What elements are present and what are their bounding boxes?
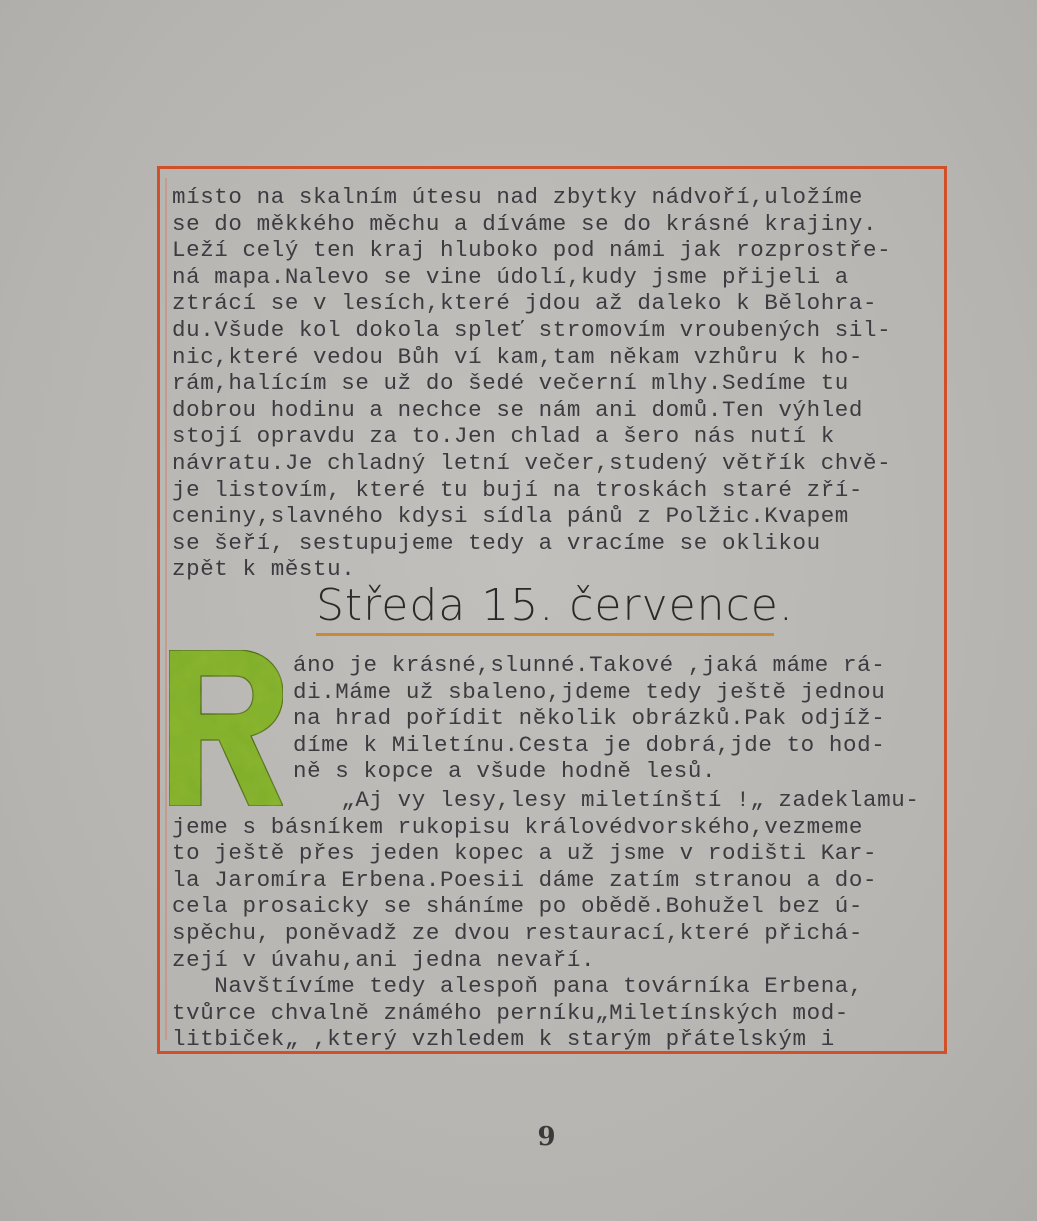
paragraph-drop-cap (293, 652, 885, 785)
text-line: místo na skalním útesu nad zbytky nádvoří,uložíme (172, 184, 864, 210)
text-line: to ještě přes jeden kopec a už jsme v rodišti Kar- (172, 840, 878, 867)
text-line: díme k Miletínu.Cesta je dobrá,jde to hod- (293, 731, 886, 758)
text-line: zejí v úvahu,ani jedna nevaří. (172, 946, 596, 973)
text-line: rám,halícím se už do šedé večerní mlhy.Sedíme tu (172, 370, 849, 397)
text-line: Navštívíme tedy alespoň pana továrníka Erbena, (172, 973, 864, 1000)
text-line: zpět k městu. (172, 556, 356, 583)
paragraph-top (172, 184, 891, 583)
text-line: stojí opravdu za to.Jen chlad a šero nás nutí k (172, 423, 835, 450)
text-line: di.Máme už sbaleno,jdeme tedy ještě jednou (293, 678, 886, 705)
text-line: „Aj vy lesy,lesy miletínští !„ zadeklamu- (172, 787, 920, 813)
margin-rule (165, 178, 167, 1040)
text-line: na hrad pořídit několik obrázků.Pak odjíž- (293, 705, 886, 732)
text-line: spěchu, poněvadž ze dvou restaurací,které přichá- (172, 919, 864, 946)
text-line: se do měkkého měchu a díváme se do krásné krajiny. (172, 210, 878, 237)
text-line: jeme s básníkem rukopisu královédvorského,vezmeme (172, 813, 864, 840)
text-line: návratu.Je chladný letní večer,studený větřík chvě- (172, 449, 892, 476)
text-line: tvůrce chvalně známého perníku„Miletínských mod- (172, 999, 849, 1026)
text-line: Leží celý ten kraj hluboko pod námi jak rozprostře- (172, 237, 892, 264)
paragraph-bottom (172, 787, 919, 1053)
drop-cap-r (167, 648, 285, 808)
text-line: litbiček„ ,který vzhledem k starým přátelským i (172, 1026, 835, 1053)
text-line: du.Všude kol dokola spleť stromovím vroubených sil- (172, 316, 892, 343)
text-line: la Jaromíra Erbena.Poesii dáme zatím stranou a do- (172, 866, 878, 893)
text-line: ztrácí se v lesích,které jdou až daleko k Bělohra- (172, 290, 878, 317)
text-line: ceniny,slavného kdysi sídla pánů z Polžic.Kvapem (172, 503, 849, 530)
text-line: se šeří, sestupujeme tedy a vracíme se oklikou (172, 529, 821, 556)
text-line: nic,které vedou Bůh ví kam,tam někam vzhůru k ho- (172, 343, 864, 370)
text-line: ně s kopce a všude hodně lesů. (293, 758, 717, 785)
page-number: 9 (537, 1122, 556, 1152)
heading-underline (316, 633, 774, 636)
text-line: ná mapa.Nalevo se vine údolí,kudy jsme přijeli a (172, 263, 849, 290)
date-heading: Středa 15. července. (316, 580, 794, 631)
text-line: je listovím, které tu bují na troskách staré zří- (172, 476, 864, 503)
text-line: cela prosaicky se sháníme po obědě.Bohužel bez ú- (172, 893, 864, 920)
text-line: áno je krásné,slunné.Takové ,jaká máme rá- (293, 652, 886, 678)
text-line: dobrou hodinu a nechce se nám ani domů.Ten výhled (172, 396, 864, 423)
